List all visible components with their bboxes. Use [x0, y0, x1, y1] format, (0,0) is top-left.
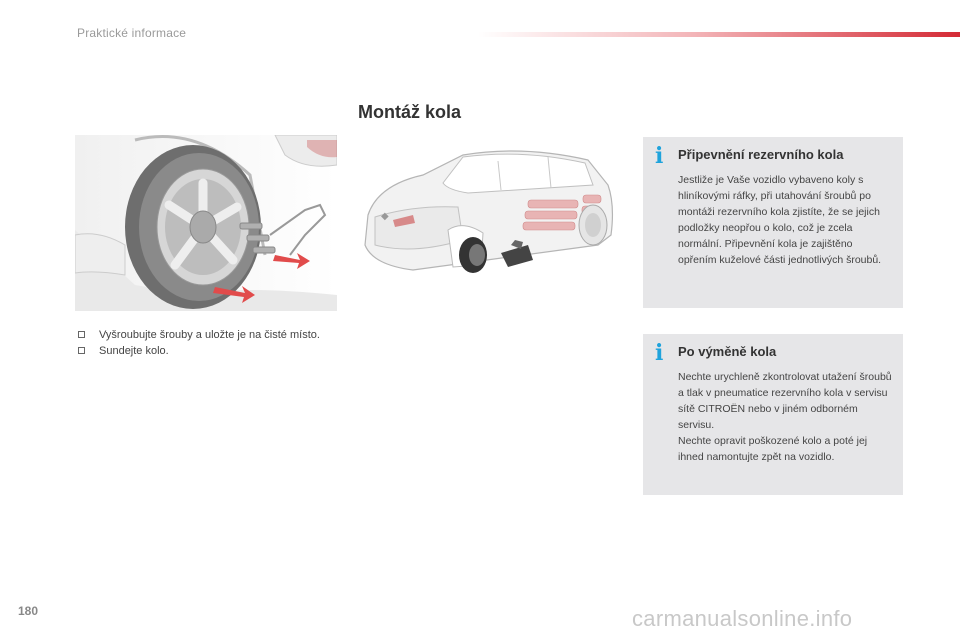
- step-text: Vyšroubujte šrouby a uložte je na čisté místo.: [99, 329, 320, 341]
- step-item: [77, 327, 327, 343]
- step-item: [77, 343, 327, 359]
- watermark: carmanualsonline.info: [632, 606, 853, 631]
- info-box-text: Jestliže je Vaše vozidlo vybaveno koly s hliníkovými ráfky, při utahování šroubů po montáži rezervního kola zjistíte, že se jejich podložky neopřou o kolo, což je zcela normální. Připevnění kola je zajištěno opřením kuželové části jednotlivých šroubů.: [678, 174, 882, 266]
- info-box-spare-wheel-fixing: [643, 137, 903, 308]
- info-box-heading: Po výměně kola: [678, 344, 777, 359]
- page-title: Montáž kola: [358, 102, 462, 122]
- section-title: Praktické informace: [77, 26, 187, 40]
- checkbox-marker-icon: [78, 331, 85, 338]
- step-text: Sundejte kolo.: [99, 345, 169, 357]
- car-spare-wheel-illustration: [353, 145, 623, 285]
- info-icon: i: [655, 143, 664, 169]
- info-box-heading: Připevnění rezervního kola: [678, 147, 844, 162]
- info-box-text: Nechte urychleně zkontrolovat utažení šroubů a tlak v pneumatice rezervního kola v servisu sítě CITROËN nebo v jiném odborném servisu. Nechte opravit poškozené kolo a poté jej ihned namontujte zpět na vozidlo.: [678, 371, 892, 463]
- svg-text:◆: ◆: [381, 211, 389, 222]
- instruction-steps: [77, 327, 327, 359]
- info-box-after-wheel-change: [643, 334, 903, 495]
- page-number: 180: [18, 604, 39, 618]
- wheel-removal-illustration: [75, 135, 337, 311]
- header-accent-bar: [478, 32, 960, 37]
- info-icon: i: [655, 340, 664, 366]
- checkbox-marker-icon: [78, 347, 85, 354]
